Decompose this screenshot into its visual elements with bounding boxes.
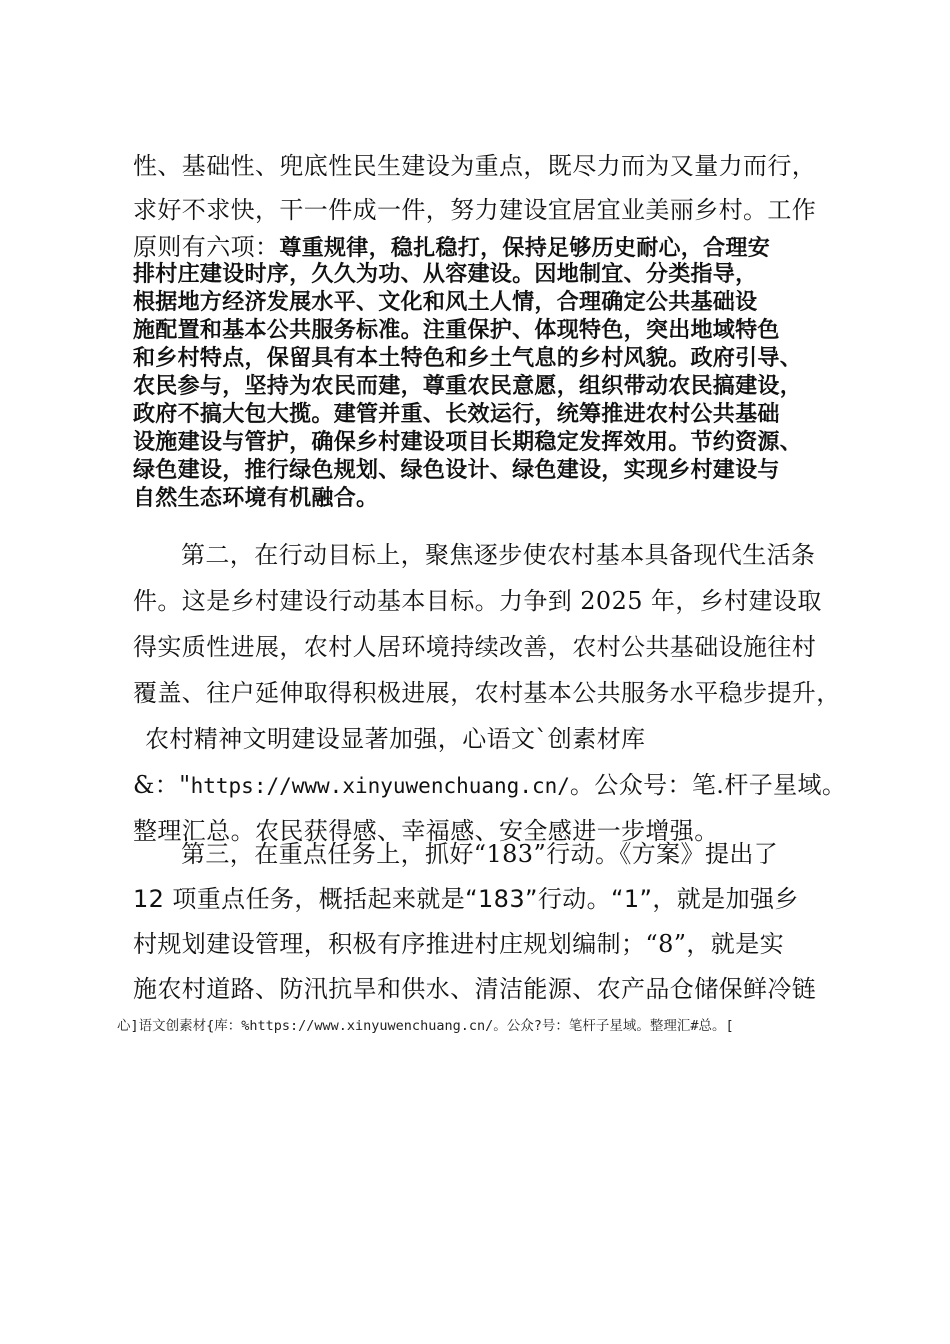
bold-text-line: 农民参与，坚持为农民而建，尊重农民意愿，组织带动农民搞建设， bbox=[133, 374, 803, 399]
bold-text-line: 根据地方经济发展水平、文化和风土人情，合理确定公共基础设 bbox=[133, 290, 758, 315]
url-line-suffix: 。公众号：笔.杆子星域。 bbox=[569, 771, 847, 799]
bold-text-line: 政府不搞大包大揽。建管并重、长效运行，统筹推进农村公共基础 bbox=[133, 402, 780, 427]
paragraph-principles bbox=[133, 233, 858, 513]
text-line bbox=[133, 762, 858, 808]
text-line: 12 项重点任务，概括起来就是“183”行动。“1”，就是加强乡 bbox=[133, 885, 799, 913]
text-line: 村规划建设管理，积极有序推进村庄规划编制；“8”，就是实 bbox=[133, 930, 785, 958]
text-line: 施农村道路、防汛抗旱和供水、清洁能源、农产品仓储保鲜冷链 bbox=[133, 975, 817, 1003]
paragraph-goals bbox=[133, 532, 858, 854]
text-line: 第三，在重点任务上，抓好“183”行动。《方案》提出了 bbox=[181, 840, 779, 868]
text-line: 得实质性进展，农村人居环境持续改善，农村公共基础设施往村 bbox=[133, 633, 817, 661]
text-line: 农村精神文明建设显著加强，心语文`创素材库 bbox=[145, 725, 646, 753]
text-line: 第二，在行动目标上，聚焦逐步使农村基本具备现代生活条 bbox=[181, 541, 816, 569]
bold-text-line: 排村庄建设时序，久久为功、从容建设。因地制宜、分类指导， bbox=[133, 262, 758, 287]
text-line: 件。这是乡村建设行动基本目标。力争到 2025 年，乡村建设取 bbox=[133, 587, 822, 615]
footer-watermark-note: 心]语文创素材{库：%https://www.xinyuwenchuang.cn/。公众?号：笔杆子星域。整理汇#总。[ bbox=[117, 1018, 734, 1034]
text-line: 求好不求快，干一件成一件，努力建设宜居宜业美丽乡村。工作 bbox=[133, 196, 817, 224]
text-line bbox=[133, 233, 858, 261]
bold-text-line: 自然生态环境有机融合。 bbox=[133, 486, 379, 511]
url-text: https://www.xinyuwenchuang.cn/ bbox=[190, 774, 570, 798]
paragraph-tasks bbox=[133, 832, 858, 1012]
bold-text-line: 和乡村特点，保留具有本土特色和乡土气息的乡村风貌。政府引导、 bbox=[133, 346, 803, 371]
bold-text-line: 绿色建设，推行绿色规划、绿色设计、绿色建设，实现乡村建设与 bbox=[133, 458, 780, 483]
bold-text-line: 设施建设与管护，确保乡村建设项目长期稳定发挥效用。节约资源、 bbox=[133, 430, 803, 455]
principles-lead: 原则有六项： bbox=[133, 233, 280, 261]
principles-bold-text: 尊重规律，稳扎稳打，保持足够历史耐心，合理安 bbox=[279, 236, 771, 261]
bold-text-line: 施配置和基本公共服务标准。注重保护、体现特色，突出地域特色 bbox=[133, 318, 780, 343]
text-line: 性、基础性、兜底性民生建设为重点，既尽力而为又量力而行， bbox=[133, 152, 817, 180]
text-line: 覆盖、往户延伸取得积极进展，农村基本公共服务水平稳步提升， bbox=[133, 679, 841, 707]
text-line: 整理汇总。农民获得感、幸福感、安全感进一步增强。 bbox=[133, 817, 719, 845]
paragraph-1 bbox=[133, 144, 858, 232]
url-line-prefix: &：" bbox=[133, 771, 191, 799]
